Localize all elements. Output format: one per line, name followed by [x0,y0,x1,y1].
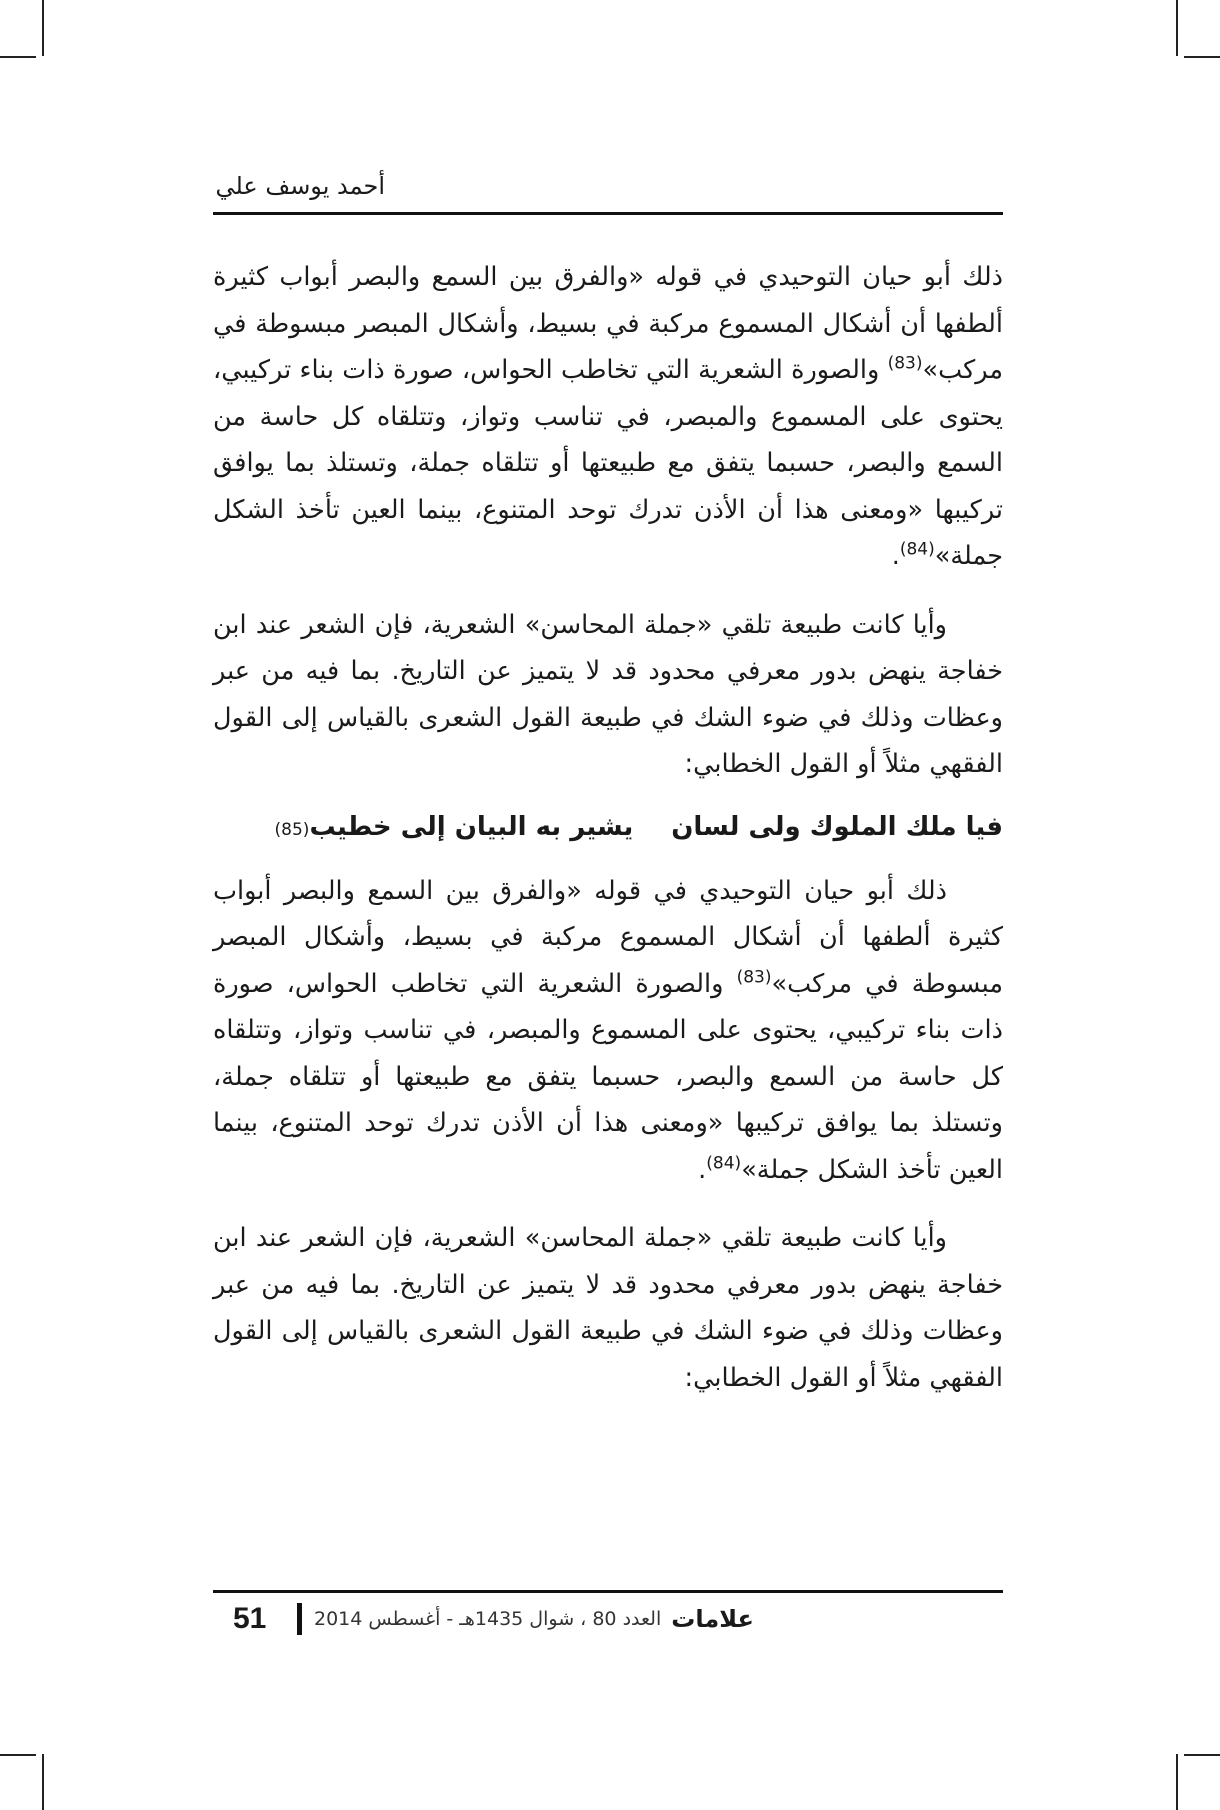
page-footer [213,1599,1003,1639]
poetry-verse: فيا ملك الملوك ولى لسان يشير به البيان إلى خطيب (85) [213,804,1003,850]
paragraph-1 [213,254,1003,580]
page-number: 51 [233,1602,267,1635]
issue-info: العدد 80 ، شوال 1435هـ - أغسطس 2014 [314,1608,662,1630]
footer-rule [213,1590,1003,1593]
paragraph-3-text-a: ذلك أبو حيان التوحيدي في قوله «والفرق بين السمع والبصر أبواب كثيرة ألطفها أن أشكال المسموع مركبة في بسيط، وأشكال المبصر مبسوطة في مركب» [213,875,1003,999]
crop-mark-top-left [42,0,44,56]
footnote-ref-83[interactable]: (83) [887,353,923,374]
crop-mark-top-right-h [1184,56,1220,58]
verse-hemistich-1: فيا ملك الملوك ولى لسان [671,811,1003,842]
footnote-ref-83-repeat[interactable]: (83) [736,967,772,987]
verse-hemistich-2: يشير به البيان إلى خطيب [309,811,634,842]
paragraph-1-text-a: ذلك أبو حيان التوحيدي في قوله «والفرق بين السمع والبصر أبواب كثيرة ألطفها أن أشكال المسموع مركبة في بسيط، وأشكال المبصر مبسوطة في مركب» [213,262,1003,385]
article-body [213,254,1003,1423]
paragraph-4: وأيا كانت طبيعة تلقي «جملة المحاسن» الشعرية، فإن الشعر عند ابن خفاجة ينهض بدور معرفي محدود قد لا يتميز عن التاريخ. بما فيه من عبر وعظات وذلك في ضوء الشك في طبيعة القول الشعرى بالقياس إلى القول الفقهي مثلاً أو القول الخطابي: [213,1223,1003,1393]
footnote-ref-84[interactable]: (84) [899,539,935,560]
paragraph-1-text-b: والصورة الشعرية التي تخاطب الحواس، صورة ذات بناء تركيبي، يحتوى على المسموع والمبصر، في تناسب وتواز، وتتلقاه كل حاسة من السمع والبصر، حسبما يتفق مع طبيعتها أو تتلقاه جملة، وتستلذ بما يوافق تركيبها «ومعنى هذا أن الأذن تدرك توحد المتنوع، بينما العين تأخذ الشكل جملة» [213,355,1003,571]
header-rule [213,212,1003,215]
crop-mark-bottom-left [42,1754,44,1810]
footer-divider-bar [297,1603,302,1635]
paragraph-3 [213,868,1003,1194]
crop-mark-bottom-left-h [0,1754,36,1756]
paragraph-1-end: . [891,541,900,571]
paragraph-3-end: . [698,1154,707,1185]
crop-mark-bottom-right-h [1184,1754,1220,1756]
paragraph-3-text-b: والصورة الشعرية التي تخاطب الحواس، صورة ذات بناء تركيبي، يحتوى على المسموع والمبصر، في تناسب وتواز، وتتلقاه كل حاسة من السمع والبصر، حسبما يتفق مع طبيعتها أو تتلقاه جملة، وتستلذ بما يوافق تركيبها «ومعنى هذا أن الأذن تدرك توحد المتنوع، بينما العين تأخذ الشكل جملة» [213,968,1003,1185]
crop-mark-top-left-h [0,56,36,58]
running-header-author: أحمد يوسف علي [215,172,385,200]
paragraph-2: وأيا كانت طبيعة تلقي «جملة المحاسن» الشعرية، فإن الشعر عند ابن خفاجة ينهض بدور معرفي محدود قد لا يتميز عن التاريخ. بما فيه من عبر وعظات وذلك في ضوء الشك في طبيعة القول الشعرى بالقياس إلى القول الفقهي مثلاً أو القول الخطابي: [213,609,1003,779]
crop-mark-bottom-right [1176,1754,1178,1810]
journal-logo: علامات [671,1605,754,1633]
crop-mark-top-right [1176,0,1178,56]
footnote-ref-84-repeat[interactable]: (84) [706,1153,742,1173]
